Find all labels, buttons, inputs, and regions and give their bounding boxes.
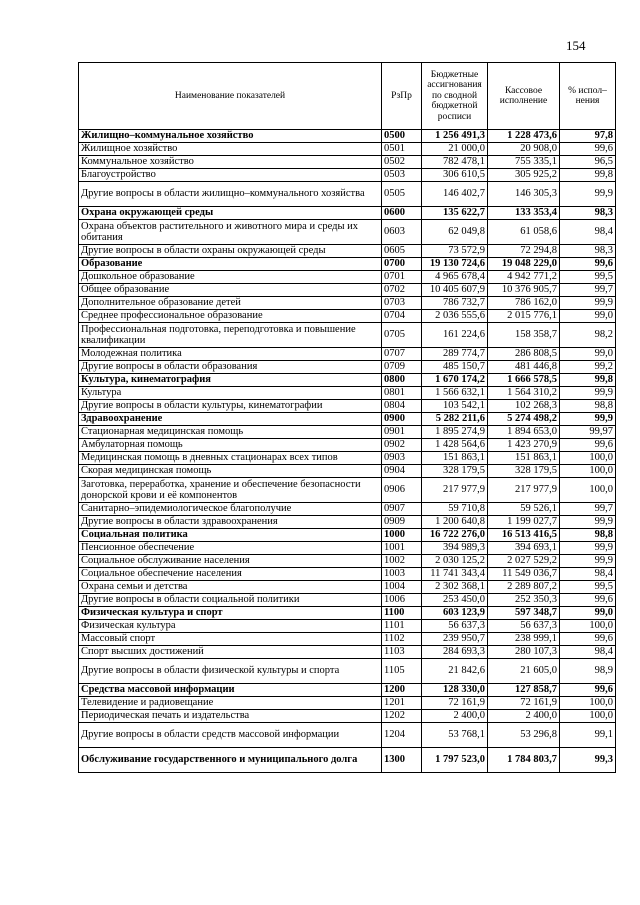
row-name: Дошкольное образование	[79, 271, 382, 284]
row-actual: 2 015 776,1	[488, 310, 560, 323]
row-code: 1201	[382, 697, 422, 710]
row-code: 0709	[382, 361, 422, 374]
row-code: 0503	[382, 169, 422, 182]
row-actual: 2 400,0	[488, 710, 560, 723]
row-code: 0801	[382, 387, 422, 400]
row-budget: 62 049,8	[422, 220, 488, 245]
row-name: Физическая культура и спорт	[79, 607, 382, 620]
row-percent: 98,3	[560, 207, 616, 220]
row-actual: 11 549 036,7	[488, 568, 560, 581]
row-actual: 597 348,7	[488, 607, 560, 620]
row-budget: 103 542,1	[422, 400, 488, 413]
row-code: 0701	[382, 271, 422, 284]
table-row	[79, 465, 616, 478]
table-row	[79, 297, 616, 310]
row-percent: 97,8	[560, 130, 616, 143]
row-actual: 786 162,0	[488, 297, 560, 310]
row-budget: 1 428 564,6	[422, 439, 488, 452]
row-actual: 217 977,9	[488, 478, 560, 503]
table-row	[79, 723, 616, 748]
table-row	[79, 245, 616, 258]
table-row	[79, 182, 616, 207]
row-actual: 252 350,3	[488, 594, 560, 607]
row-code: 0605	[382, 245, 422, 258]
table-row	[79, 555, 616, 568]
row-actual: 72 294,8	[488, 245, 560, 258]
row-name: Охрана окружающей среды	[79, 207, 382, 220]
row-name: Социальное обеспечение населения	[79, 568, 382, 581]
header-actual: Кассовое исполнение	[488, 63, 560, 130]
section-row	[79, 748, 616, 773]
table-row	[79, 503, 616, 516]
row-budget: 603 123,9	[422, 607, 488, 620]
row-name: Массовый спорт	[79, 633, 382, 646]
row-percent: 99,9	[560, 542, 616, 555]
row-name: Заготовка, переработка, хранение и обеспечение безопасности донорской крови и её компонентов	[79, 478, 382, 503]
row-percent: 98,3	[560, 245, 616, 258]
row-budget: 2 400,0	[422, 710, 488, 723]
table-row	[79, 659, 616, 684]
row-code: 0702	[382, 284, 422, 297]
row-percent: 99,2	[560, 361, 616, 374]
row-budget: 53 768,1	[422, 723, 488, 748]
row-percent: 99,6	[560, 439, 616, 452]
row-code: 1103	[382, 646, 422, 659]
row-percent: 100,0	[560, 452, 616, 465]
row-budget: 5 282 211,6	[422, 413, 488, 426]
row-code: 1003	[382, 568, 422, 581]
row-budget: 72 161,9	[422, 697, 488, 710]
row-name: Профессиональная подготовка, переподготовка и повышение квалификации	[79, 323, 382, 348]
table-row	[79, 478, 616, 503]
row-name: Другие вопросы в области здравоохранения	[79, 516, 382, 529]
row-code: 0505	[382, 182, 422, 207]
row-code: 0900	[382, 413, 422, 426]
row-code: 0901	[382, 426, 422, 439]
row-budget: 1 895 274,9	[422, 426, 488, 439]
row-actual: 4 942 771,2	[488, 271, 560, 284]
row-code: 0707	[382, 348, 422, 361]
row-percent: 99,9	[560, 516, 616, 529]
section-row	[79, 529, 616, 542]
row-code: 1000	[382, 529, 422, 542]
table-row	[79, 400, 616, 413]
table-row	[79, 594, 616, 607]
row-percent: 98,8	[560, 529, 616, 542]
row-actual: 1 894 653,0	[488, 426, 560, 439]
row-name: Социальное обслуживание населения	[79, 555, 382, 568]
row-budget: 485 150,7	[422, 361, 488, 374]
row-name: Другие вопросы в области социальной политики	[79, 594, 382, 607]
row-budget: 21 842,6	[422, 659, 488, 684]
row-budget: 786 732,7	[422, 297, 488, 310]
row-actual: 5 274 498,2	[488, 413, 560, 426]
row-actual: 16 513 416,5	[488, 529, 560, 542]
row-name: Жилищно–коммунальное хозяйство	[79, 130, 382, 143]
row-actual: 2 027 529,2	[488, 555, 560, 568]
table-row	[79, 439, 616, 452]
row-percent: 98,9	[560, 659, 616, 684]
row-actual: 328 179,5	[488, 465, 560, 478]
row-code: 0904	[382, 465, 422, 478]
row-code: 1202	[382, 710, 422, 723]
row-name: Стационарная медицинская помощь	[79, 426, 382, 439]
row-actual: 20 908,0	[488, 143, 560, 156]
row-percent: 99,6	[560, 258, 616, 271]
section-row	[79, 684, 616, 697]
row-code: 0800	[382, 374, 422, 387]
row-budget: 217 977,9	[422, 478, 488, 503]
row-percent: 99,0	[560, 607, 616, 620]
row-percent: 99,1	[560, 723, 616, 748]
table-row	[79, 310, 616, 323]
row-budget: 16 722 276,0	[422, 529, 488, 542]
row-percent: 100,0	[560, 710, 616, 723]
section-row	[79, 374, 616, 387]
table-row	[79, 568, 616, 581]
table-row	[79, 348, 616, 361]
row-budget: 306 610,5	[422, 169, 488, 182]
table-row	[79, 323, 616, 348]
row-actual: 1 199 027,7	[488, 516, 560, 529]
table-row	[79, 143, 616, 156]
row-percent: 99,8	[560, 169, 616, 182]
row-code: 0906	[382, 478, 422, 503]
table-row	[79, 387, 616, 400]
row-name: Средства массовой информации	[79, 684, 382, 697]
table-row	[79, 220, 616, 245]
row-actual: 21 605,0	[488, 659, 560, 684]
row-percent: 100,0	[560, 465, 616, 478]
row-name: Культура	[79, 387, 382, 400]
row-code: 1204	[382, 723, 422, 748]
row-budget: 2 036 555,6	[422, 310, 488, 323]
row-percent: 99,9	[560, 387, 616, 400]
row-budget: 151 863,1	[422, 452, 488, 465]
row-code: 1006	[382, 594, 422, 607]
section-row	[79, 607, 616, 620]
row-budget: 328 179,5	[422, 465, 488, 478]
row-name: Культура, кинематография	[79, 374, 382, 387]
table-row	[79, 633, 616, 646]
table-row	[79, 581, 616, 594]
row-actual: 1 784 803,7	[488, 748, 560, 773]
header-code: РзПр	[382, 63, 422, 130]
section-row	[79, 130, 616, 143]
row-name: Спорт высших достижений	[79, 646, 382, 659]
row-code: 0804	[382, 400, 422, 413]
row-name: Другие вопросы в области жилищно–коммунального хозяйства	[79, 182, 382, 207]
row-name: Скорая медицинская помощь	[79, 465, 382, 478]
row-percent: 99,6	[560, 633, 616, 646]
budget-execution-table	[78, 62, 616, 773]
row-name: Здравоохранение	[79, 413, 382, 426]
row-code: 1001	[382, 542, 422, 555]
row-actual: 1 423 270,9	[488, 439, 560, 452]
row-budget: 782 478,1	[422, 156, 488, 169]
row-percent: 100,0	[560, 478, 616, 503]
row-code: 0705	[382, 323, 422, 348]
table-row	[79, 710, 616, 723]
row-name: Благоустройство	[79, 169, 382, 182]
row-percent: 99,9	[560, 413, 616, 426]
row-actual: 394 693,1	[488, 542, 560, 555]
row-name: Другие вопросы в области охраны окружающей среды	[79, 245, 382, 258]
section-row	[79, 207, 616, 220]
row-name: Телевидение и радиовещание	[79, 697, 382, 710]
row-actual: 286 808,5	[488, 348, 560, 361]
row-budget: 146 402,7	[422, 182, 488, 207]
table-body	[79, 130, 616, 773]
row-code: 1105	[382, 659, 422, 684]
row-actual: 280 107,3	[488, 646, 560, 659]
row-name: Жилищное хозяйство	[79, 143, 382, 156]
row-percent: 99,6	[560, 594, 616, 607]
row-budget: 394 989,3	[422, 542, 488, 555]
row-percent: 99,97	[560, 426, 616, 439]
row-name: Другие вопросы в области образования	[79, 361, 382, 374]
row-budget: 1 566 632,1	[422, 387, 488, 400]
row-actual: 1 666 578,5	[488, 374, 560, 387]
row-name: Коммунальное хозяйство	[79, 156, 382, 169]
row-percent: 99,6	[560, 684, 616, 697]
row-budget: 11 741 343,4	[422, 568, 488, 581]
table-row	[79, 620, 616, 633]
row-name: Обслуживание государственного и муниципального долга	[79, 748, 382, 773]
row-name: Санитарно–эпидемиологическое благополучие	[79, 503, 382, 516]
row-code: 1300	[382, 748, 422, 773]
row-code: 1100	[382, 607, 422, 620]
row-code: 1101	[382, 620, 422, 633]
row-code: 0603	[382, 220, 422, 245]
row-percent: 99,5	[560, 581, 616, 594]
row-code: 0903	[382, 452, 422, 465]
row-budget: 284 693,3	[422, 646, 488, 659]
row-actual: 481 446,8	[488, 361, 560, 374]
table-row	[79, 452, 616, 465]
row-percent: 99,6	[560, 143, 616, 156]
row-actual: 102 268,3	[488, 400, 560, 413]
row-actual: 61 058,6	[488, 220, 560, 245]
table-row	[79, 284, 616, 297]
row-actual: 127 858,7	[488, 684, 560, 697]
row-percent: 99,7	[560, 284, 616, 297]
row-percent: 99,3	[560, 748, 616, 773]
row-percent: 99,0	[560, 310, 616, 323]
row-name: Среднее профессиональное образование	[79, 310, 382, 323]
table-row	[79, 542, 616, 555]
row-budget: 1 797 523,0	[422, 748, 488, 773]
table-header-row	[79, 63, 616, 130]
row-code: 0703	[382, 297, 422, 310]
row-code: 0501	[382, 143, 422, 156]
row-actual: 72 161,9	[488, 697, 560, 710]
row-code: 0909	[382, 516, 422, 529]
row-name: Пенсионное обеспечение	[79, 542, 382, 555]
table-row	[79, 516, 616, 529]
header-name: Наименование показателей	[79, 63, 382, 130]
row-budget: 161 224,6	[422, 323, 488, 348]
row-name: Молодежная политика	[79, 348, 382, 361]
row-actual: 53 296,8	[488, 723, 560, 748]
row-code: 1102	[382, 633, 422, 646]
row-percent: 98,4	[560, 220, 616, 245]
row-percent: 100,0	[560, 620, 616, 633]
row-name: Охрана семьи и детства	[79, 581, 382, 594]
row-actual: 19 048 229,0	[488, 258, 560, 271]
row-budget: 289 774,7	[422, 348, 488, 361]
row-name: Общее образование	[79, 284, 382, 297]
row-percent: 99,8	[560, 374, 616, 387]
row-percent: 98,4	[560, 568, 616, 581]
row-code: 1200	[382, 684, 422, 697]
row-percent: 99,9	[560, 555, 616, 568]
row-actual: 158 358,7	[488, 323, 560, 348]
row-percent: 96,5	[560, 156, 616, 169]
row-name: Социальная политика	[79, 529, 382, 542]
table-row	[79, 646, 616, 659]
row-percent: 99,0	[560, 348, 616, 361]
row-actual: 755 335,1	[488, 156, 560, 169]
table-row	[79, 156, 616, 169]
table-row	[79, 169, 616, 182]
row-name: Физическая культура	[79, 620, 382, 633]
row-percent: 99,5	[560, 271, 616, 284]
row-code: 0902	[382, 439, 422, 452]
row-budget: 2 302 368,1	[422, 581, 488, 594]
row-actual: 151 863,1	[488, 452, 560, 465]
row-budget: 73 572,9	[422, 245, 488, 258]
row-percent: 98,8	[560, 400, 616, 413]
row-code: 1002	[382, 555, 422, 568]
row-code: 0500	[382, 130, 422, 143]
row-name: Дополнительное образование детей	[79, 297, 382, 310]
row-budget: 253 450,0	[422, 594, 488, 607]
row-budget: 59 710,8	[422, 503, 488, 516]
header-budget: Бюджетные ассигнования по сводной бюджетной росписи	[422, 63, 488, 130]
row-budget: 128 330,0	[422, 684, 488, 697]
row-name: Медицинская помощь в дневных стационарах всех типов	[79, 452, 382, 465]
row-budget: 1 256 491,3	[422, 130, 488, 143]
row-actual: 10 376 905,7	[488, 284, 560, 297]
table-row	[79, 426, 616, 439]
row-budget: 135 622,7	[422, 207, 488, 220]
row-actual: 146 305,3	[488, 182, 560, 207]
row-name: Периодическая печать и издательства	[79, 710, 382, 723]
header-pct: % испол– нения	[560, 63, 616, 130]
row-percent: 99,9	[560, 182, 616, 207]
row-actual: 59 526,1	[488, 503, 560, 516]
row-percent: 98,2	[560, 323, 616, 348]
row-code: 0700	[382, 258, 422, 271]
section-row	[79, 413, 616, 426]
page-number: 154	[566, 38, 586, 53]
row-budget: 21 000,0	[422, 143, 488, 156]
row-percent: 100,0	[560, 697, 616, 710]
table-row	[79, 271, 616, 284]
row-percent: 99,7	[560, 503, 616, 516]
row-code: 0907	[382, 503, 422, 516]
row-budget: 4 965 678,4	[422, 271, 488, 284]
row-code: 0704	[382, 310, 422, 323]
row-percent: 99,9	[560, 297, 616, 310]
row-actual: 56 637,3	[488, 620, 560, 633]
row-name: Образование	[79, 258, 382, 271]
row-name: Другие вопросы в области культуры, кинематографии	[79, 400, 382, 413]
row-budget: 239 950,7	[422, 633, 488, 646]
row-budget: 2 030 125,2	[422, 555, 488, 568]
row-code: 0502	[382, 156, 422, 169]
section-row	[79, 258, 616, 271]
row-budget: 56 637,3	[422, 620, 488, 633]
row-budget: 10 405 607,9	[422, 284, 488, 297]
row-name: Другие вопросы в области средств массовой информации	[79, 723, 382, 748]
row-actual: 133 353,4	[488, 207, 560, 220]
row-actual: 1 228 473,6	[488, 130, 560, 143]
table-row	[79, 697, 616, 710]
row-name: Амбулаторная помощь	[79, 439, 382, 452]
row-actual: 305 925,2	[488, 169, 560, 182]
row-percent: 98,4	[560, 646, 616, 659]
row-budget: 1 670 174,2	[422, 374, 488, 387]
row-actual: 2 289 807,2	[488, 581, 560, 594]
row-code: 1004	[382, 581, 422, 594]
table-row	[79, 361, 616, 374]
row-name: Другие вопросы в области физической культуры и спорта	[79, 659, 382, 684]
row-name: Охрана объектов растительного и животного мира и среды их обитания	[79, 220, 382, 245]
row-budget: 19 130 724,6	[422, 258, 488, 271]
row-actual: 1 564 310,2	[488, 387, 560, 400]
row-actual: 238 999,1	[488, 633, 560, 646]
row-code: 0600	[382, 207, 422, 220]
row-budget: 1 200 640,8	[422, 516, 488, 529]
